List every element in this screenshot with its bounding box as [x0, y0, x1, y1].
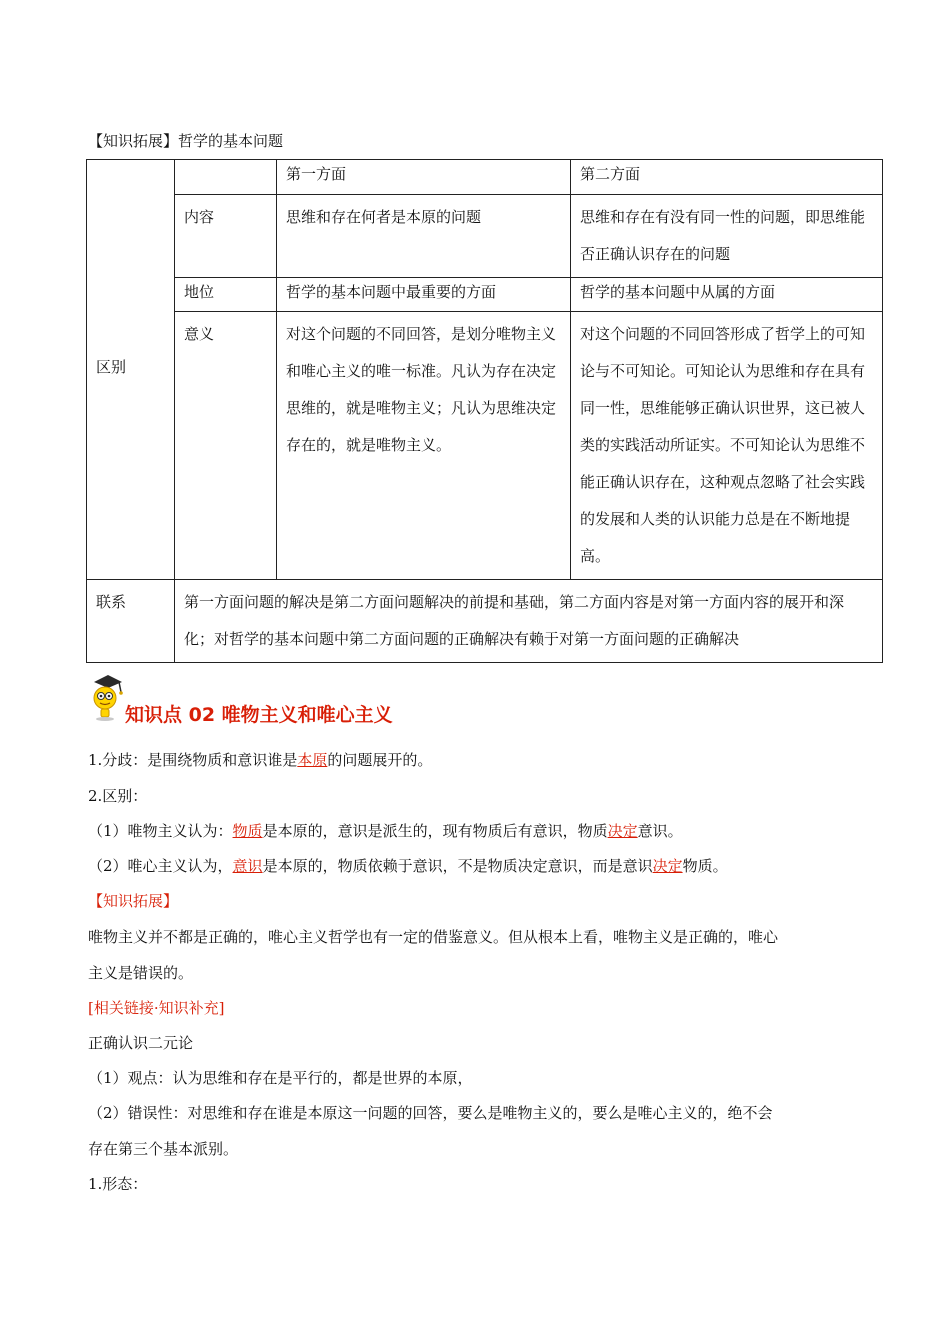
body-line-materialism	[88, 821, 683, 841]
row-second: 哲学的基本问题中从属的方面	[571, 278, 883, 312]
header-first: 第一方面	[277, 160, 571, 195]
table-header-row	[87, 160, 883, 195]
text: 是本原的，意识是派生的，现有物质后有意识，物质	[262, 822, 608, 840]
section-title: 知识点 02 唯物主义和唯心主义	[125, 704, 393, 726]
dualism-error-2: 存在第三个基本派别。	[88, 1140, 239, 1158]
keyword: 本原	[297, 751, 328, 769]
text: 意识。	[637, 822, 683, 840]
graduate-mascot-icon	[86, 672, 126, 722]
ext-text-2: 主义是错误的。	[88, 964, 194, 982]
header-empty-cell	[175, 160, 277, 195]
body-line-idealism	[88, 856, 728, 876]
row-label: 意义	[175, 312, 277, 580]
keyword: 决定	[652, 857, 683, 875]
body-line-difference: 2.区别：	[88, 787, 148, 805]
table-heading-title: 哲学的基本问题	[178, 132, 284, 150]
ext-tag: 【知识拓展】	[88, 892, 179, 910]
table-heading	[88, 131, 283, 151]
dualism-title: 正确认识二元论	[88, 1034, 194, 1052]
row-second: 思维和存在有没有同一性的问题，即思维能否正确认识存在的问题	[571, 195, 883, 278]
ext-text-1: 唯物主义并不都是正确的，唯心主义哲学也有一定的借鉴意义。但从根本上看，唯物主义是正确的，唯心	[88, 928, 779, 946]
row-first: 思维和存在何者是本原的问题	[277, 195, 571, 278]
link-label: 联系	[87, 580, 175, 663]
row-first: 哲学的基本问题中最重要的方面	[277, 278, 571, 312]
group-label-cell	[87, 160, 175, 580]
table-row	[87, 312, 883, 580]
table-row	[87, 278, 883, 312]
row-label: 内容	[175, 195, 277, 278]
text: （2）唯心主义认为，	[88, 857, 233, 875]
header-second: 第二方面	[571, 160, 883, 195]
table-heading-tag: 【知识拓展】	[88, 132, 179, 150]
keyword: 物质	[232, 822, 263, 840]
dualism-error-1: （2）错误性：对思维和存在谁是本原这一问题的回答，要么是唯物主义的，要么是唯心主义的，绝不会	[88, 1104, 773, 1122]
body-line-divergence	[88, 750, 432, 770]
group-label: 区别	[96, 358, 127, 376]
row-label: 地位	[175, 278, 277, 312]
comparison-table	[86, 159, 883, 663]
table-row	[87, 195, 883, 278]
text: 的问题展开的。	[327, 751, 433, 769]
link-row	[87, 580, 883, 663]
text: 是本原的，物质依赖于意识，不是物质决定意识，而是意识	[262, 857, 653, 875]
link-text: 第一方面问题的解决是第二方面问题解决的前提和基础，第二方面内容是对第一方面内容的展开和深化；对哲学的基本问题中第二方面问题的正确解决有赖于对第一方面问题的正确解决	[175, 580, 883, 663]
text: 物质。	[682, 857, 728, 875]
text: 1.分歧：是围绕物质和意识谁是	[88, 751, 298, 769]
dualism-view: （1）观点：认为思维和存在是平行的，都是世界的本原，	[88, 1069, 473, 1087]
keyword: 意识	[232, 857, 263, 875]
form-heading: 1.形态：	[88, 1175, 148, 1193]
row-first: 对这个问题的不同回答，是划分唯物主义和唯心主义的唯一标准。凡认为存在决定思维的，就是唯物主义；凡认为思维决定存在的，就是唯物主义。	[277, 312, 571, 580]
link-tag: [相关链接·知识补充]	[88, 999, 225, 1017]
text: （1）唯物主义认为：	[88, 822, 233, 840]
row-second: 对这个问题的不同回答形成了哲学上的可知论与不可知论。可知论认为思维和存在具有同一性，思维能够正确认识世界，这已被人类的实践活动所证实。不可知论认为思维不能正确认识存在，这种观点忽略了社会实践的发展和人类的认识能力总是在不断地提高。	[571, 312, 883, 580]
keyword: 决定	[607, 822, 638, 840]
